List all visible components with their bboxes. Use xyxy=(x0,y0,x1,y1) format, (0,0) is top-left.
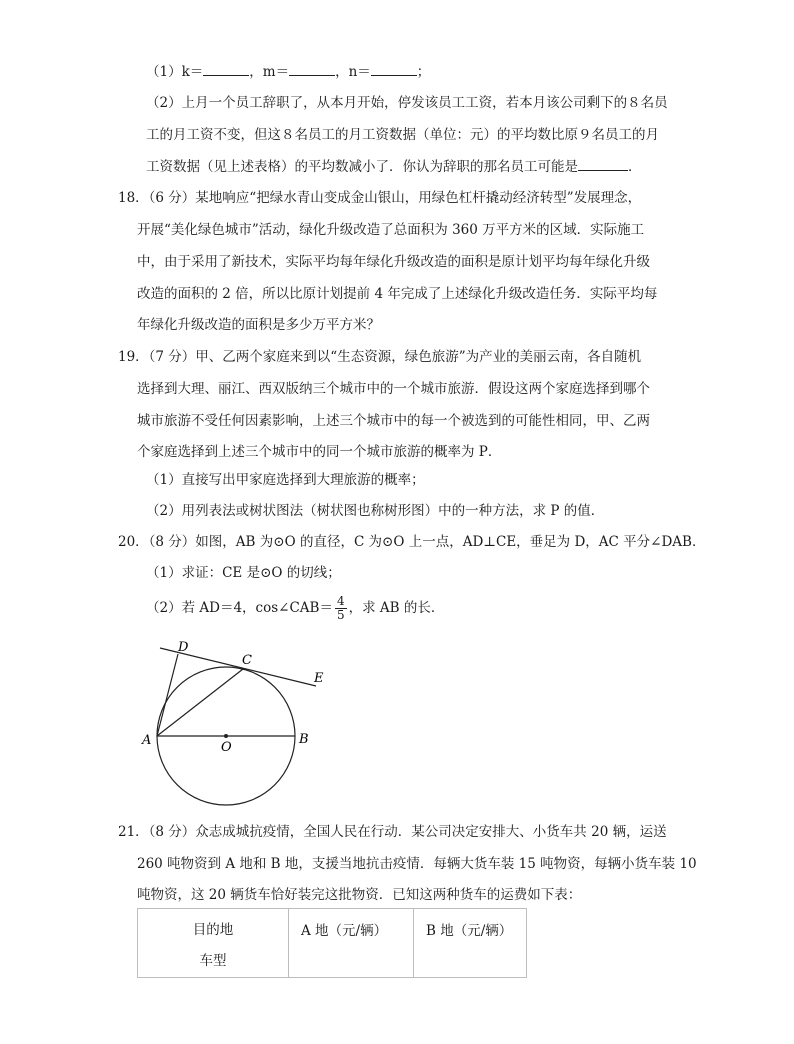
answer-blank-n[interactable] xyxy=(371,62,417,76)
q17-part2-line1: （2）上月一个员工辞职了，从本月开始，停发该员工工资，若本月该公司剩下的８名员 xyxy=(146,95,668,111)
header-col-a: A 地（元/辆） xyxy=(289,909,414,978)
answer-blank-m[interactable] xyxy=(289,62,335,76)
label-c: C xyxy=(242,653,252,668)
q18-line3: 中，由于采用了新技术，实际平均每年绿化升级改造的面积是原计划平均每年绿化升级 xyxy=(137,254,650,270)
q17-part1: （1）k＝ ，m＝ ，n＝ ； xyxy=(146,64,431,80)
header-vehicle-type: 车型 xyxy=(199,953,227,969)
q19-line1: 19．（7 分）甲、乙两个家庭来到以“生态资源，绿色旅游”为产业的美丽云南，各自随机 xyxy=(118,349,642,365)
q17-m-label: ，m＝ xyxy=(249,64,290,80)
q17-k-label: （1）k＝ xyxy=(146,64,204,80)
answer-blank-employee[interactable] xyxy=(578,157,628,171)
header-col-b: B 地（元/辆） xyxy=(414,909,527,978)
q19-line2: 选择到大理、丽江、西双版纳三个城市中的一个城市旅游．假设这两个家庭选择到哪个 xyxy=(137,381,650,397)
table-header-row xyxy=(138,909,527,978)
q18-line1: 18．（6 分）某地响应“把绿水青山变成金山银山，用绿色杠杆撬动经济转型”发展理念， xyxy=(118,190,642,206)
center-point xyxy=(224,734,228,738)
chord-ac xyxy=(157,669,243,736)
q18-line2: 开展“美化绿色城市”活动，绿化升级改造了总面积为 360 万平方米的区域．实际施工 xyxy=(137,222,645,238)
q20-line1: 20．（8 分）如图，AB 为⊙O 的直径，C 为⊙O 上一点，AD⊥CE，垂足为 D，AC 平分∠DAB． xyxy=(118,534,706,550)
q21-line2: 260 吨物资到 A 地和 B 地，支援当地抗击疫情．每辆大货车装 15 吨物资，每辆小货车装 10 xyxy=(137,856,697,872)
segment-ad xyxy=(157,654,178,736)
freight-cost-table xyxy=(137,908,527,978)
q19-part1: （1）直接写出甲家庭选择到大理旅游的概率； xyxy=(146,472,425,488)
q19-line3: 城市旅游不受任何因素影响，上述三个城市中的每一个被选到的可能性相同，甲、乙两 xyxy=(137,413,650,429)
answer-blank-k[interactable] xyxy=(203,62,249,76)
q21-line1: 21．（8 分）众志成城抗疫情，全国人民在行动．某公司决定安排大、小货车共 20 辆，运送 xyxy=(118,824,667,840)
q19-part2: （2）用列表法或树状图法（树状图也称树形图）中的一种方法，求 P 的值． xyxy=(146,503,605,519)
q18-line5: 年绿化升级改造的面积是多少万平方米？ xyxy=(137,317,380,333)
q19-line4: 个家庭选择到上述三个城市中的同一个城市旅游的概率为 P． xyxy=(137,444,502,460)
label-a: A xyxy=(142,733,152,748)
header-destination: 目的地 xyxy=(192,922,234,938)
table-corner-cell xyxy=(138,909,289,978)
q20-part1: （1）求证：CE 是⊙O 的切线； xyxy=(146,565,341,581)
label-b: B xyxy=(299,732,309,747)
fraction-4-5: $\frac{4}{5}$ xyxy=(336,594,345,622)
label-d: D xyxy=(178,640,189,655)
circle-tangent-figure xyxy=(140,630,340,810)
q20-part2: （2）若 AD＝4，cos∠CAB＝ $\frac{4}{5}$ ，求 AB 的长． xyxy=(146,594,445,622)
q17-part2-line2: 工的月工资不变，但这８名员工的月工资数据（单位：元）的平均数比原９名员工的月 xyxy=(146,127,659,143)
q17-n-label: ，n＝ xyxy=(335,64,371,80)
q17-part2-line3: 工资数据（见上述表格）的平均数减小了．你认为辞职的那名员工可能是 ． xyxy=(146,159,642,175)
q21-line3: 吨物资，这 20 辆货车恰好装完这批物资．已知这两种货车的运费如下表： xyxy=(137,887,582,903)
q18-line4: 改造的面积的 2 倍，所以比原计划提前 4 年完成了上述绿化升级改造任务．实际平均每 xyxy=(137,286,658,302)
label-e: E xyxy=(314,671,324,686)
label-o: O xyxy=(221,740,232,755)
